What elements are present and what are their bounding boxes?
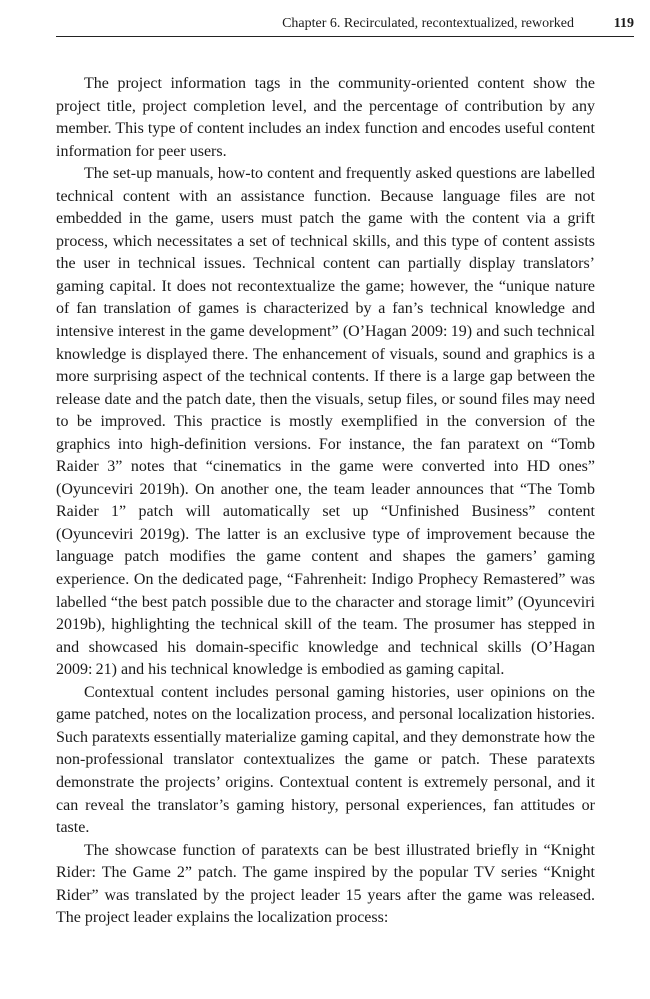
paragraph: The project information tags in the community-oriented content show the project title, project completion level, and the percentage of contribution by any member. This type of content includes an index function and encodes useful content information for peer users. xyxy=(56,75,595,160)
paragraph: The showcase function of paratexts can be best illustrated briefly in “Knight Rider: The Game 2” patch. The game inspired by the popular TV series “Knight Rider” was translated by the project leader 15 years after the game was released. The project leader explains the localization process: xyxy=(56,841,595,927)
paragraph: Contextual content includes personal gaming histories, user opinions on the game patched, notes on the localization process, and personal localization histories. Such paratexts essentially materialize gaming capital, and they demonstrate how the non-professional translator contextualizes the game or patch. These paratexts demonstrate the projects’ origins. Contextual content is extremely personal, and it can reveal the translator’s gaming history, personal experiences, fan attitudes or taste. xyxy=(56,683,595,837)
chapter-title: Chapter 6. Recirculated, recontextualized, reworked xyxy=(282,16,574,31)
body-text xyxy=(56,73,595,930)
page-number: 119 xyxy=(613,16,634,31)
running-head xyxy=(56,14,634,37)
paragraph: The set-up manuals, how-to content and frequently asked questions are labelled technical content with an assistance function. Because language files are not embedded in the game, users must patch the game with the content via a grift process, which necessitates a set of technical skills, and this type of content assists the user in technical issues. Technical content can partially display translators’ gaming capital. It does not recontextualize the game; however, the “unique nature of fan translation of games is characterized by a fan’s technical knowledge and intensive interest in the game development” (O’Hagan 2009: 19) and such technical knowledge is displayed there. The enhancement of visuals, sound and graphics is a more surprising aspect of the technical contents. If there is a large gap between the release date and the patch date, then the visuals, setup files, or sound files may need to be improved. This practice is mostly exemplified in the conversion of the graphics into high-definition versions. For instance, the fan paratext on “Tomb Raider 3” notes that “cinematics in the game were converted into HD ones” (Oyunceviri 2019h). On another one, the team leader announces that “The Tomb Raider 1” patch will automatically set up “Unfinished Business” content (Oyunceviri 2019g). The latter is an exclusive type of improvement because the language patch modifies the game content and shapes the gamers’ gaming experience. On the dedicated page, “Fahrenheit: Indigo Prophecy Remastered” was labelled “the best patch possible due to the character and storage limit” (Oyunceviri 2019b), highlighting the technical skill of the team. The prosumer has stepped in and showcased his domain-specific knowledge and technical skills (O’Hagan 2009: 21) and his technical knowledge is embodied as gaming capital. xyxy=(56,165,595,679)
